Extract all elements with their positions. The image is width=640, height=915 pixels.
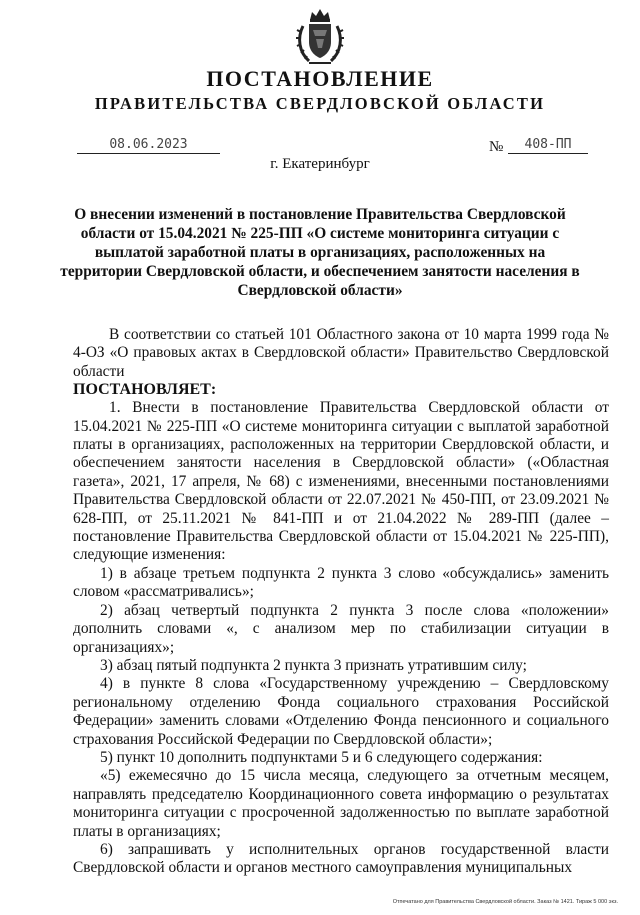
document-title: ПОСТАНОВЛЕНИЕ [206,66,434,91]
document-number: 408-ПП [508,137,588,154]
resolve-heading: ПОСТАНОВЛЯЕТ: [73,381,217,399]
document-heading: О внесении изменений в постановление Правительства Свердловской области от 15.04.2021 № 225-ПП «О системе мониторинга ситуации с выплатой заработной платы в организациях, расположенных на территории Свердловской области, и обеспечением занятости населения в Свердловской области» [60,206,580,299]
sub-item-6: 6) запрашивать у исполнительных органов государственной власти Свердловской области и органов местного самоуправления муниципальных [73,840,609,877]
sub-item-5a: «5) ежемесячно до 15 числа месяца, следующего за отчетным месяцем, направлять председателю Координационного совета информацию о результатах мониторинга ситуации с просроченной задолженностью по выплате заработной платы в организациях; [73,767,609,840]
sub-item-4: 4) в пункте 8 слова «Государственному учреждению – Свердловскому региональному отделению Фонда социального страхования Российской Федерации» заменить словами «Отделению Фонда пенсионного и социального страхования Российской Федерации по Свердловской области»; [73,675,609,748]
sub-item-2: 2) абзац четвертый подпункта 2 пункта 3 после слова «положении» дополнить словами «, с анализом мер по стабилизации ситуации в организациях»; [73,601,609,656]
document-date: 08.06.2023 [77,137,220,154]
intro-paragraph: В соответствии со статьей 101 Областного закона от 10 марта 1999 года № 4-ОЗ «О правовых актах в Свердловской области» Правительство Свердловской области [73,326,609,380]
sub-item-1: 1) в абзаце третьем подпункта 2 пункта 3 слово «обсуждались» заменить словом «рассматривались»; [73,564,609,601]
number-sign: № [489,139,504,155]
document-subtitle: ПРАВИТЕЛЬСТВА СВЕРДЛОВСКОЙ ОБЛАСТИ [94,94,546,113]
sub-item-5: 5) пункт 10 дополнить подпунктами 5 и 6 следующего содержания: [100,748,543,766]
item-1: 1. Внести в постановление Правительства Свердловской области от 15.04.2021 № 225-ПП «О системе мониторинга ситуации с выплатой заработной платы в организациях, расположенных на территории Свердловской области, и обеспечением занятости населения в Свердловской области» («Областная газета», 2021, 17 апреля, № 68) с изменениями, внесенными постановлениями Правительства Свердловской области от 22.07.2021 № 450-ПП, от 23.09.2021 № 628-ПП, от 25.11.2021 № 841-ПП и от 21.04.2022 № 289-ПП (далее – постановление Правительства Свердловской области от 15.04.2021 № 225-ПП), следующие изменения: [73,399,609,564]
document-body [73,326,609,878]
sub-item-3: 3) абзац пятый подпункта 2 пункта 3 признать утратившим силу; [100,656,527,674]
city: г. Екатеринбург [270,156,370,172]
coat-of-arms-icon [295,6,345,66]
print-footer: Отпечатано для Правительства Свердловской области. Заказ № 1421. Тираж 5 000 экз. [392,899,618,905]
